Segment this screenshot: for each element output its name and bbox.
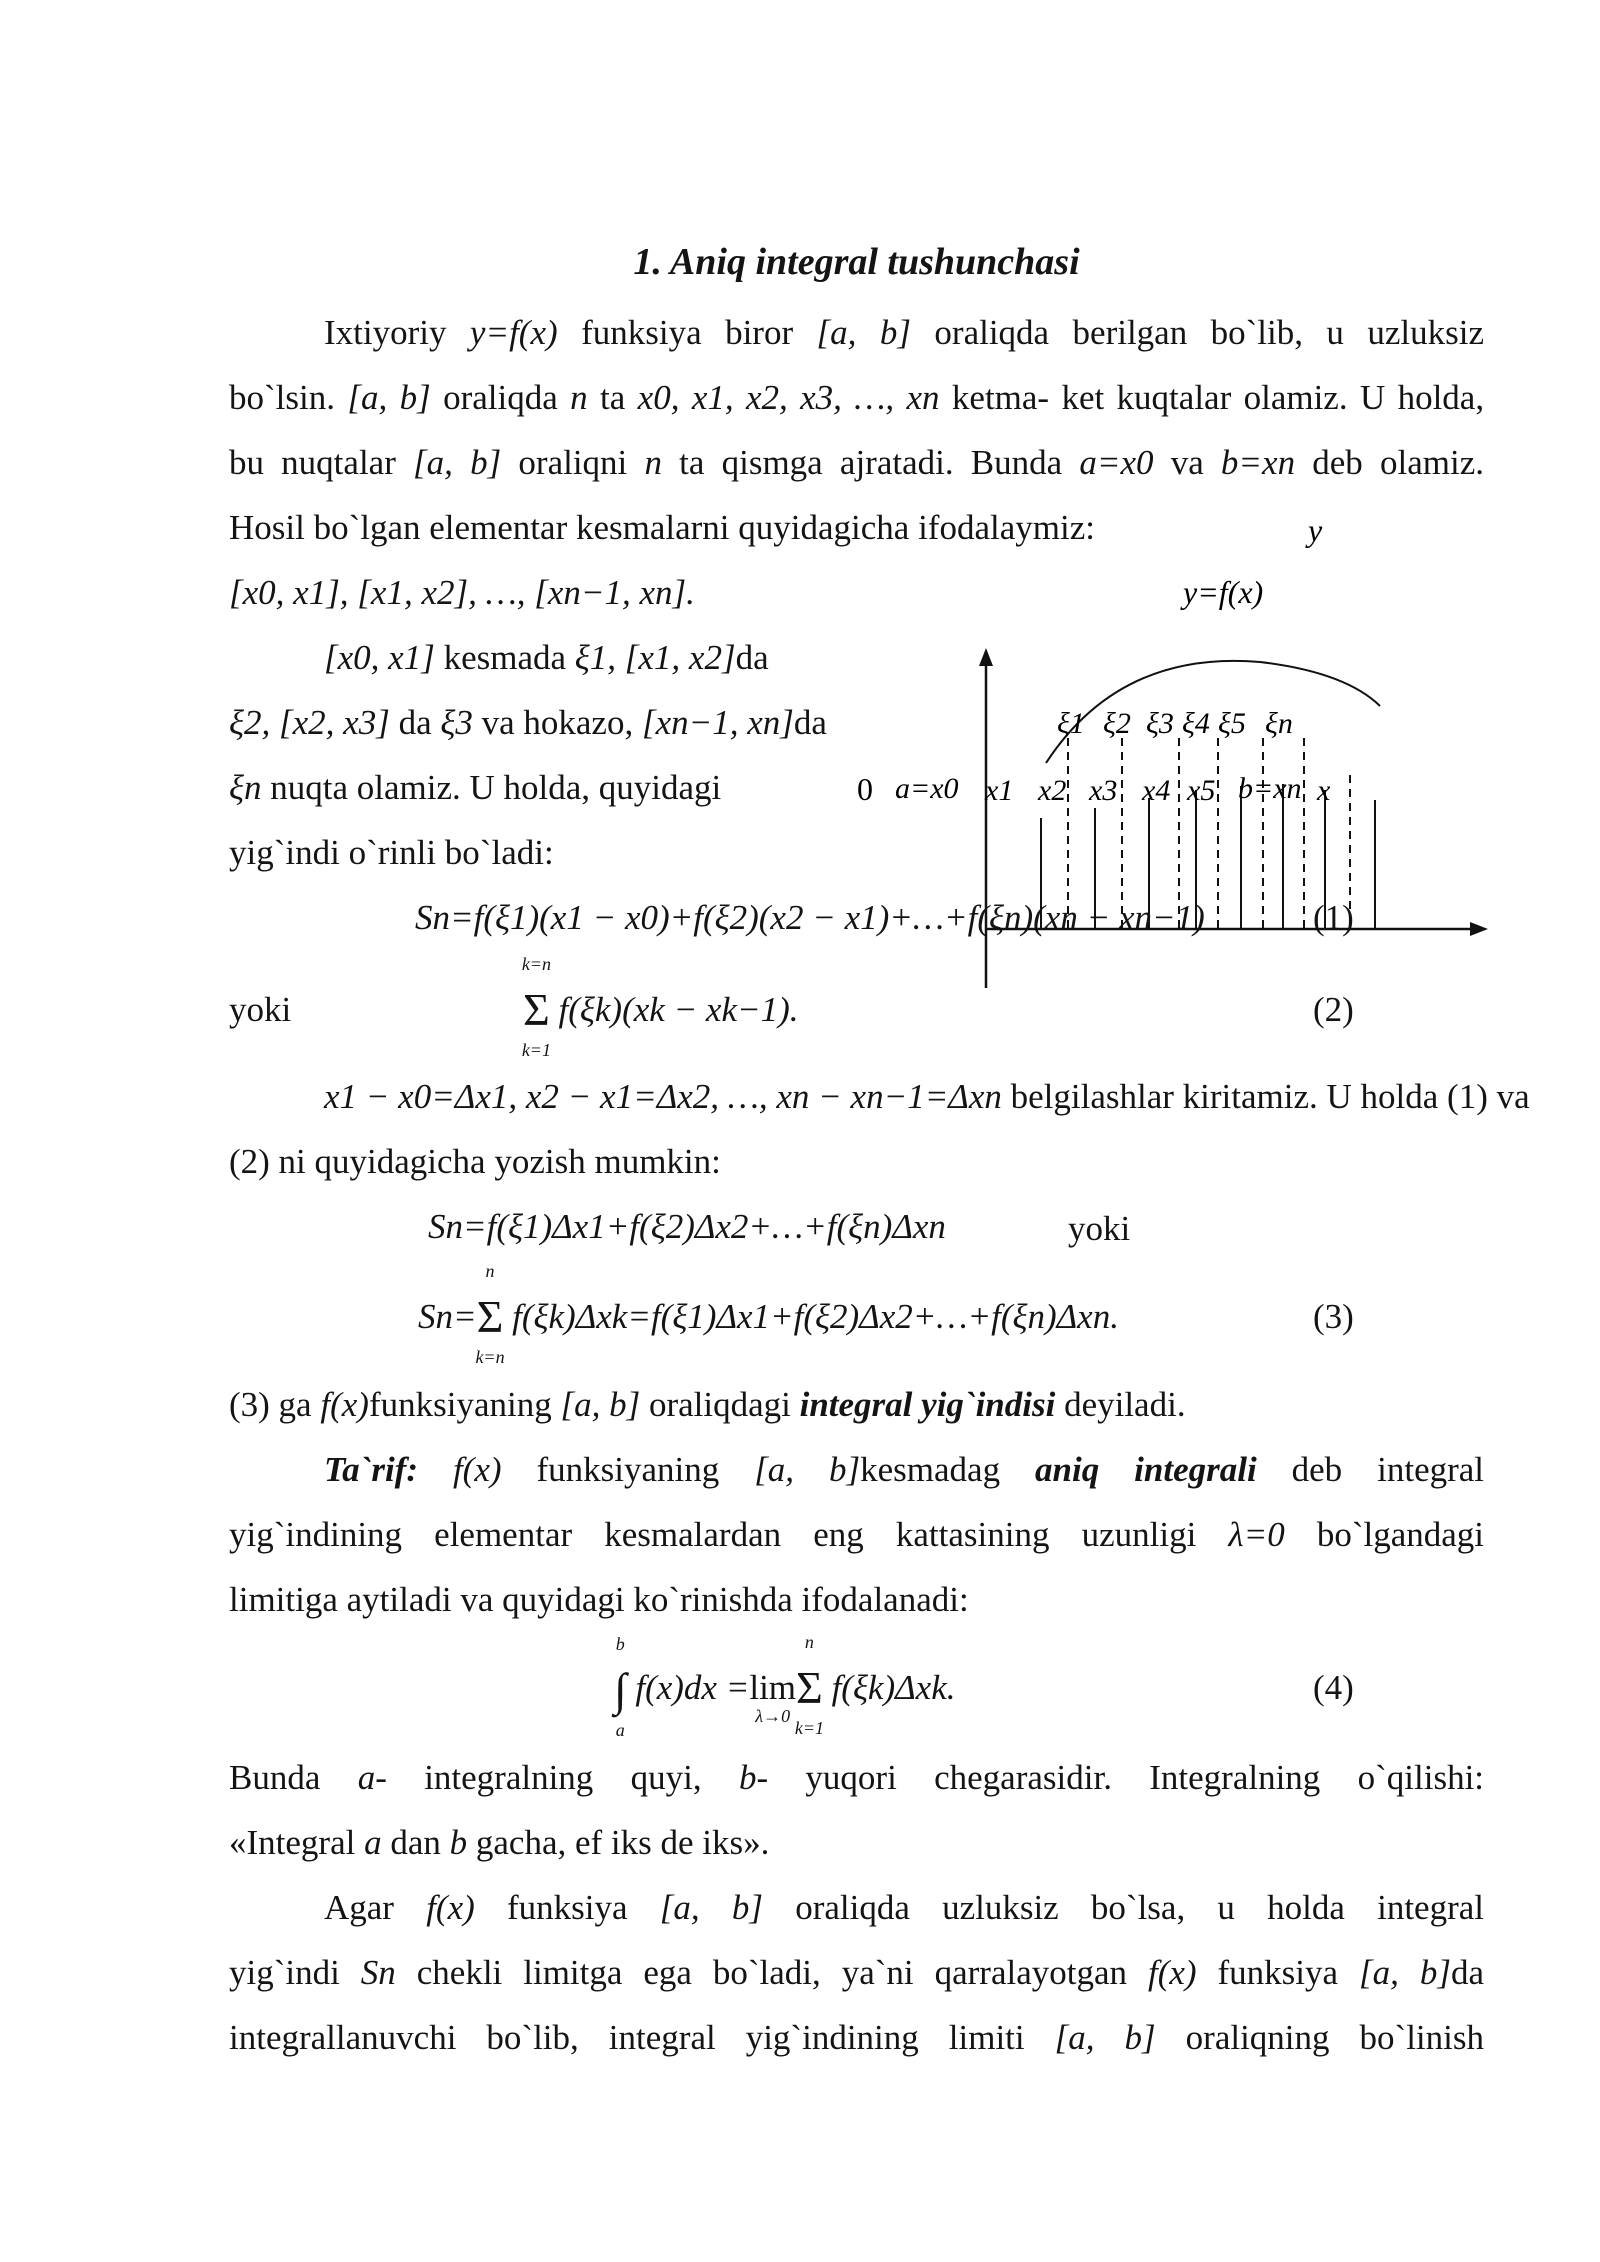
text: da [1451,1953,1485,1992]
equation-2-number: (2) [1313,990,1354,1029]
sum-lower: k=n [475,1347,505,1367]
math-xi: ξ1, [574,638,617,677]
math-b: b [449,1823,468,1862]
sum-sign: Σ n k=n [475,1261,505,1367]
math-function: f(x) [452,1450,502,1489]
math-interval: [a, b] [754,1450,861,1489]
curve-label: y=f(x) [1183,574,1264,610]
xi-label: ξ3 [1146,707,1174,740]
math-xi: ξ3 [440,703,473,742]
text: deb integral [1291,1450,1485,1489]
math-function: f(x) [426,1888,475,1927]
intervals-list: [x0, x1], [x1, x2], …, [xn−1, xn]. [229,573,695,612]
math-n: n [570,378,588,417]
math-lhs: Sn= [418,1297,477,1336]
text: yig`indining elementar kesmalardan eng kattasining uzunligi [229,1515,1197,1554]
text: oraliqda [443,378,558,417]
text: - yuqori chegarasidir. Integralning o`qilishi: [756,1758,1485,1797]
math-b: b=xn [1220,443,1296,482]
xi-dashed-lines [1068,738,1350,929]
math-definitions: x1 − x0=Δx1, x2 − x1=Δx2, …, xn − xn−1=Δxn [324,1077,1002,1116]
term-definite-integral: aniq integrali [1035,1450,1257,1489]
math-interval: [a, b] [1359,1953,1451,1992]
math-expression: f(ξk)(xk − xk−1). [558,990,799,1029]
paragraph-line-11: (2) ni quyidagicha yozish mumkin: [229,1142,721,1181]
y-label: y [1308,512,1323,548]
sum-lower: k=1 [521,1040,551,1060]
sum-upper: n [485,1261,495,1281]
text: ta qismga ajratadi. Bunda [679,443,1063,482]
math-interval: [xn−1, xn] [641,703,794,742]
text: nuqta olamiz. U holda, quyidagi [270,768,722,807]
x-label: x5 [1187,774,1216,807]
equation-3-number: (3) [1313,1297,1354,1336]
x-label: x4 [1142,774,1171,807]
page-title: 1. Aniq integral tushunchasi [633,241,1080,283]
sum-sign: Σ n k=1 [794,1632,824,1738]
paragraph-line-4: Hosil bo`lgan elementar kesmalarni quyidagicha ifodalaymiz: [229,508,1095,547]
text: integrallanuvchi bo`lib, integral yig`indining limiti [229,2018,1025,2057]
text: da [793,703,827,742]
integral-upper: b [615,1634,625,1654]
text: Agar [324,1888,394,1927]
text: gacha, ef iks de iks». [475,1823,770,1862]
text: kesmada [443,638,567,677]
sum-upper: k=n [521,954,551,974]
text: funksiyaning [368,1385,552,1424]
text: bo`lgandagi [1316,1515,1485,1554]
text: oraliqdagi [648,1385,791,1424]
x-labels [895,772,1331,807]
x-label: x3 [1089,774,1118,807]
x-label: x [1317,774,1331,807]
yoki-label: yoki [229,990,292,1029]
x-label: a=x0 [895,772,959,805]
text: funksiya biror [581,313,794,352]
math-interval: [a, b] [659,1888,763,1927]
text: dan [390,1823,441,1862]
sum-lower: k=1 [794,1718,824,1738]
text: yig`indi [229,1953,340,1992]
math-xi: ξn [229,768,262,807]
math-sn: Sn [360,1953,396,1992]
math-interval: [a, b] [347,378,431,417]
equation-3a: Sn=f(ξ1)Δx1+f(ξ2)Δx2+…+f(ξn)Δxn [428,1207,946,1246]
math-interval: [a, b] [413,443,502,482]
text: ketma- ket kuqtalar olamiz. U holda, [951,378,1485,417]
xi-label: ξ1 [1057,707,1085,740]
math-function: f(x) [320,1385,369,1424]
x-axis-arrow [1470,922,1488,936]
math-function: y=f(x) [469,313,558,352]
math-a: a [364,1823,382,1862]
math-lambda: λ=0 [1228,1515,1285,1554]
text: «Integral [229,1823,356,1862]
text: va hokazo, [481,703,634,742]
text: funksiya [506,1888,628,1927]
lim-subscript: λ→0 [755,1706,791,1726]
text: oraliqni [518,443,628,482]
text: va [1170,443,1204,482]
y-axis-arrow [979,648,993,666]
math-expression: f(ξk)Δxk. [831,1668,956,1707]
text: da [398,703,432,742]
definition-label: Ta`rif: [324,1450,418,1489]
xi-label: ξn [1265,707,1293,740]
sum-upper: n [804,1632,814,1652]
math-b: b [738,1758,757,1797]
math-sequence: x0, x1, x2, x3, …, xn [637,378,940,417]
xi-label: ξ5 [1218,707,1246,740]
text: bo`lsin. [229,378,335,417]
text: oraliqda uzluksiz bo`lsa, u holda integral [795,1888,1485,1927]
text: chekli limitga ega bo`ladi, ya`ni qarralayotgan [416,1953,1128,1992]
integral-sign: ∫ b a [614,1634,627,1740]
math-function: f(x) [1147,1953,1197,1992]
xi-labels [1057,707,1293,740]
text: deb olamiz. [1312,443,1484,482]
math-interval: [a, b] [560,1385,641,1424]
text: funksiya [1217,1953,1339,1992]
paragraph-line-15: limitiga aytiladi va quyidagi ko`rinishda ifodalanadi: [229,1580,969,1619]
math-interval: [x2, x3] [279,703,390,742]
text: oraliqning bo`linish [1185,2018,1484,2057]
equation-1: Sn=f(ξ1)(x1 − x0)+f(ξ2)(x2 − x1)+…+f(ξn)(xn − xn−1) [415,898,1205,937]
text: bu nuqtalar [229,443,396,482]
x-label: x2 [1038,774,1067,807]
function-curve [1046,661,1380,763]
text: ta [600,378,626,417]
math-a: a [357,1758,376,1797]
math-expression: f(x)dx = [635,1668,750,1707]
text: Ixtiyoriy [324,313,447,352]
math-interval: [x0, x1] [324,638,435,677]
text: funksiyaning [536,1450,720,1489]
math-n: n [644,443,662,482]
text: (3) ga [229,1385,312,1424]
xi-label: ξ4 [1182,707,1210,740]
paragraph-line-9: yig`indi o`rinli bo`ladi: [229,833,554,872]
term-integral-sum: integral yig`indisi [799,1385,1056,1424]
text: da [735,638,769,677]
math-interval: [a, b] [816,313,911,352]
text: oraliqda berilgan bo`lib, u uzluksiz [934,313,1485,352]
text: belgilashlar kiritamiz. U holda (1) va [1010,1077,1530,1116]
equation-4-number: (4) [1313,1668,1354,1707]
text: deyiladi. [1064,1385,1186,1424]
math-xi: ξ2, [229,703,271,742]
text: Bunda [229,1758,321,1797]
text: kesmadag [860,1450,1001,1489]
x-label: x1 [985,774,1014,807]
math-expression: f(ξk)Δxk=f(ξ1)Δx1+f(ξ2)Δx2+…+f(ξn)Δxn. [512,1297,1119,1336]
xi-label: ξ2 [1103,707,1131,740]
origin-label: 0 [857,771,873,807]
math-interval: [a, b] [1054,2018,1156,2057]
equation-1-number: (1) [1313,898,1354,937]
lim-word: lim [749,1668,797,1707]
sum-sign: Σ k=n k=1 [521,954,551,1060]
text: - integralning quyi, [375,1758,702,1797]
math-interval: [x1, x2] [624,638,736,677]
x-label: b=xn [1238,772,1302,805]
yoki-label-2: yoki [1068,1209,1131,1248]
math-a: a=x0 [1079,443,1154,482]
integral-lower: a [615,1720,625,1740]
